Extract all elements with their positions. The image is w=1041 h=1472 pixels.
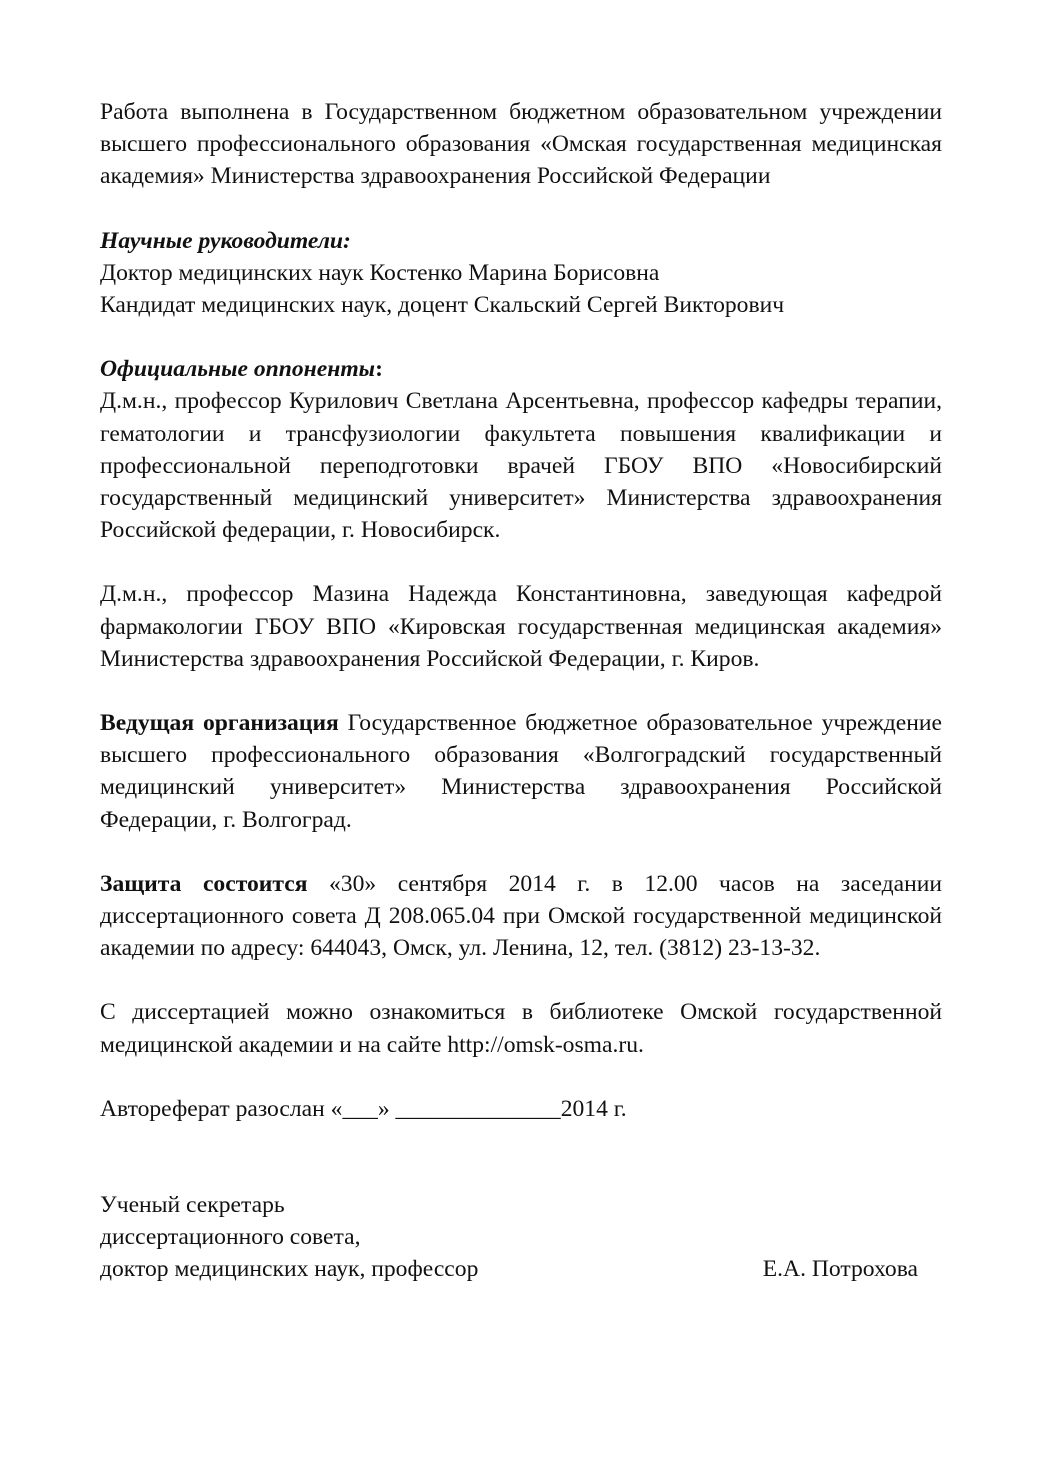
secretary-name: Е.А. Потрохова xyxy=(762,1256,918,1283)
defense-text: «30» сентября 2014 г. в 12.00 часов на заседании диссертационного совета Д 208.065.04 при Омской государственной медицинской академии по адресу: 644043, Омск, ул. Ленина, 12, тел. (3812) 23-13-32. xyxy=(100,870,942,962)
leading-org-label: Ведущая организация xyxy=(100,710,339,737)
defense-label: Защита состоится xyxy=(100,870,308,897)
opponent-1-paragraph: Д.м.н., профессор Курилович Светлана Арсентьевна, профессор кафедры терапии, гематологии и трансфузиологии факультета повышения квалификации и профессиональной переподготовки врачей ГБОУ ВПО «Новосибирский государственный медицинский университет» Министерства здравоохранения Российской федерации, г. Новосибирск. xyxy=(100,388,942,544)
defense-paragraph xyxy=(100,868,942,965)
document-page xyxy=(100,96,942,1286)
mailed-line: Автореферат разослан «___» ______________2014 г. xyxy=(100,1095,627,1122)
supervisor-line-1: Доктор медицинских наук Костенко Марина Борисовна xyxy=(100,259,660,286)
supervisors-heading: Научные руководители: xyxy=(100,227,351,254)
secretary-block xyxy=(100,1189,942,1286)
supervisor-line-2: Кандидат медицинских наук, доцент Скальский Сергей Викторович xyxy=(100,292,785,319)
intro-paragraph: Работа выполнена в Государственном бюджетном образовательном учреждении высшего профессионального образования «Омская государственная медицинская академия» Министерства здравоохранения Российской Федерации xyxy=(100,99,942,190)
opponents-heading-colon: : xyxy=(375,356,383,383)
secretary-line-2: диссертационного совета, xyxy=(100,1224,361,1251)
secretary-line-1: Ученый секретарь xyxy=(100,1192,285,1219)
secretary-line-3: доктор медицинских наук, профессор xyxy=(100,1256,479,1283)
library-paragraph: С диссертацией можно ознакомиться в библиотеке Омской государственной медицинской академии и на сайте http://omsk-osma.ru. xyxy=(100,999,942,1058)
opponent-2-paragraph: Д.м.н., профессор Мазина Надежда Константиновна, заведующая кафедрой фармакологии ГБОУ ВПО «Кировская государственная медицинская академия» Министерства здравоохранения Российской Федерации, г. Киров. xyxy=(100,581,942,672)
opponents-section xyxy=(100,353,942,675)
leading-org-text: Государственное бюджетное образовательное учреждение высшего профессионального образования «Волгоградский государственный медицинский университет» Министерства здравоохранения Российской Федерации, г. Волгоград. xyxy=(100,710,943,833)
leading-org-paragraph xyxy=(100,707,942,836)
opponents-heading: Официальные оппоненты xyxy=(100,356,376,383)
supervisors-section xyxy=(100,225,942,322)
